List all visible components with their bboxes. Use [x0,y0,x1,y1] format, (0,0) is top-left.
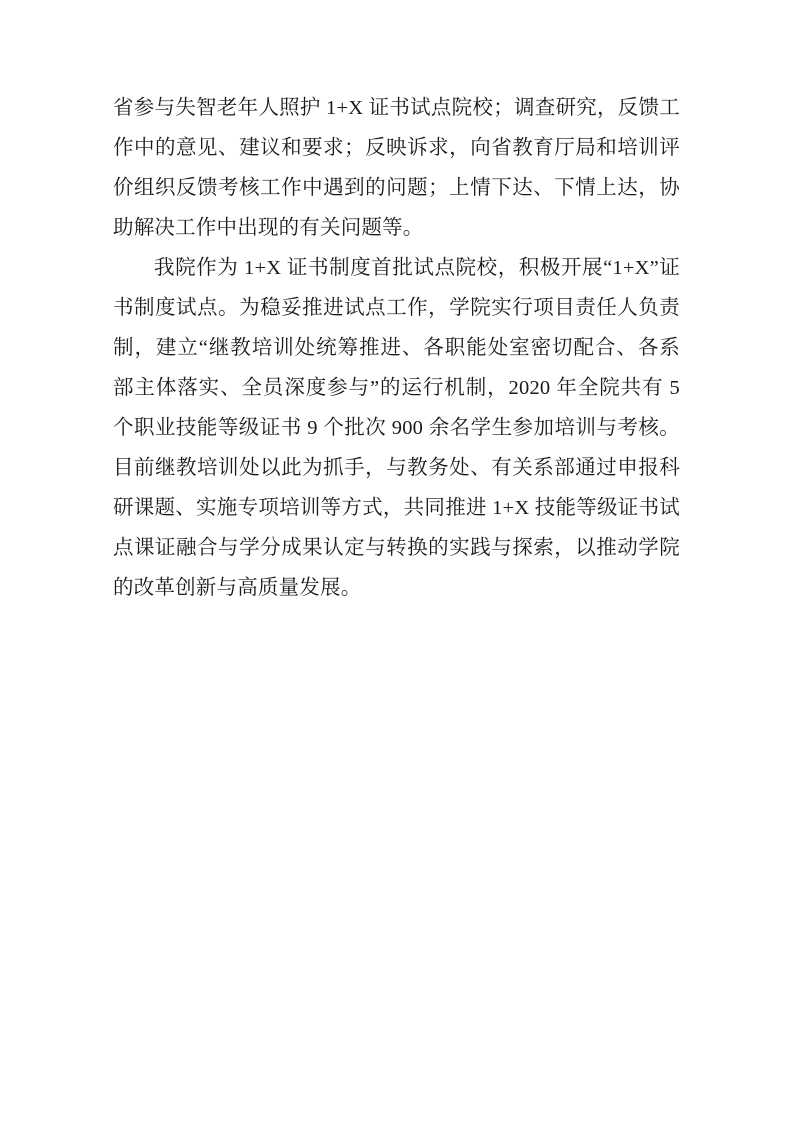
body-paragraph: 省参与失智老年人照护 1+X 证书试点院校；调查研究，反馈工作中的意见、建议和要求；反映诉求，向省教育厅局和培训评价组织反馈考核工作中遇到的问题；上情下达、下情上达，协助解决工作中出现的有关问题等。 [113,97,680,239]
document-body [113,88,680,608]
body-paragraph: 我院作为 1+X 证书制度首批试点院校，积极开展“1+X”证书制度试点。为稳妥推进试点工作，学院实行项目责任人负责制，建立“继教培训处统筹推进、各职能处室密切配合、各系部主体落实、全员深度参与”的运行机制，2020 年全院共有 5 个职业技能等级证书 9 个批次 900 余名学生参加培训与考核。目前继教培训处以此为抓手，与教务处、有关系部通过申报科研课题、实施专项培训等方式，共同推进 1+X 技能等级证书试点课证融合与学分成果认定与转换的实践与探索，以推动学院的改革创新与高质量发展。 [113,257,680,599]
